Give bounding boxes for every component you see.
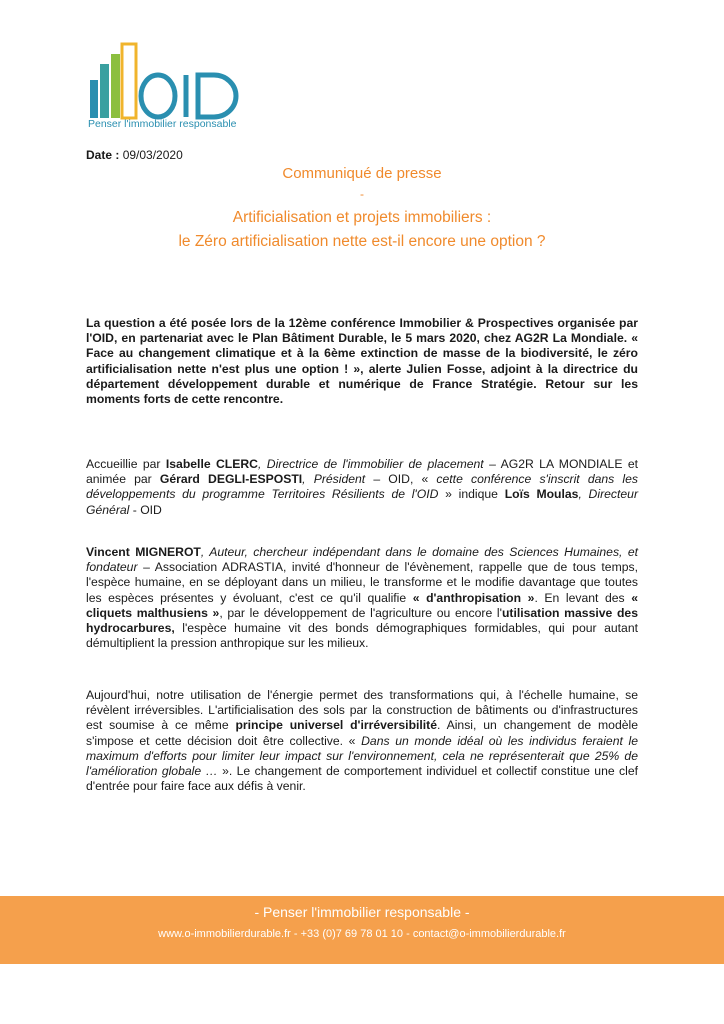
paragraph-irreversibility: Aujourd'hui, notre utilisation de l'énergie permet des transformations qui, à l'échelle humaine, se révèlent irréversibles. L'artificialisation des sols par la construction de bâtiments ou d'infrastructures est soumise à ce même principe universel d'irréversibilité. Ainsi, un changement de modèle s'impose et cette décision doit être collective. « Dans un monde idéal où les individus feraient le maximum d'efforts pour limiter leur impact sur l'environnement, cela ne représenterait que 25% de l'amélioration globale … ». Le changement de comportement individuel et collectif constitue une clef d'entrée pour faire face aux défis à venir. [86, 688, 639, 794]
lead-paragraph: La question a été posée lors de la 12ème conférence Immobilier & Prospectives organisée par l'OID, en partenariat avec le Plan Bâtiment Durable, le 5 mars 2020, chez AG2R La Mondiale. « Face au changement climatique et à la 6ème extinction de masse de la biodiversité, le zéro artificialisation nette n'est plus une option ! », alerte Julien Fosse, adjoint à la directrice du département développement durable et numérique de France Stratégie. Retour sur les moments forts de cette rencontre. [86, 316, 638, 407]
paragraph-mignerot: Vincent MIGNEROT, Auteur, chercheur indépendant dans le domaine des Sciences Humaines, et fondateur – Association ADRASTIA, invité d'honneur de l'évènement, rappelle que de tous temps, l'espèce humaine, en se déployant dans un milieu, le transforme et le modifie davantage que toutes les espèces présentes y évoluant, c'est ce qu'il qualifie « d'anthropisation ». En levant des « cliquets malthusiens », par le développement de l'agriculture ou encore l'utilisation massive des hydrocarbures, l'espèce humaine vit des bonds démographiques formidables, qui pour autant démultiplient la pression anthropique sur les milieux. [86, 545, 638, 651]
logo-bar-1 [90, 80, 98, 118]
paragraph-hosts: Accueillie par Isabelle CLERC, Directrice de l'immobilier de placement – AG2R LA MONDIALE et animée par Gérard DEGLI-ESPOSTI, Président – OID, « cette conférence s'inscrit dans les développements du programme Territoires Résilients de l'OID » indique Loïs Moulas, Directeur Général - OID [86, 457, 639, 517]
logo-letters [141, 75, 236, 117]
press-date: Date : 09/03/2020 [86, 148, 183, 162]
logo-bar-3 [111, 54, 120, 118]
header-separator: - [360, 187, 364, 201]
title-line-2: le Zéro artificialisation nette est-il encore une option ? [178, 233, 546, 250]
title-line-1: Artificialisation et projets immobiliers : [232, 209, 492, 226]
footer-band [0, 896, 724, 964]
footer-slogan: - Penser l'immobilier responsable - [254, 904, 470, 920]
footer-contact: www.o-immobilierdurable.fr - +33 (0)7 69 78 01 10 - contact@o-immobilierdurable.fr [158, 928, 566, 940]
logo-tagline: Penser l'immobilier responsable [88, 118, 237, 130]
logo-bar-2 [100, 64, 109, 118]
logo-bar-4 [122, 44, 136, 118]
release-type: Communiqué de presse [282, 165, 442, 182]
